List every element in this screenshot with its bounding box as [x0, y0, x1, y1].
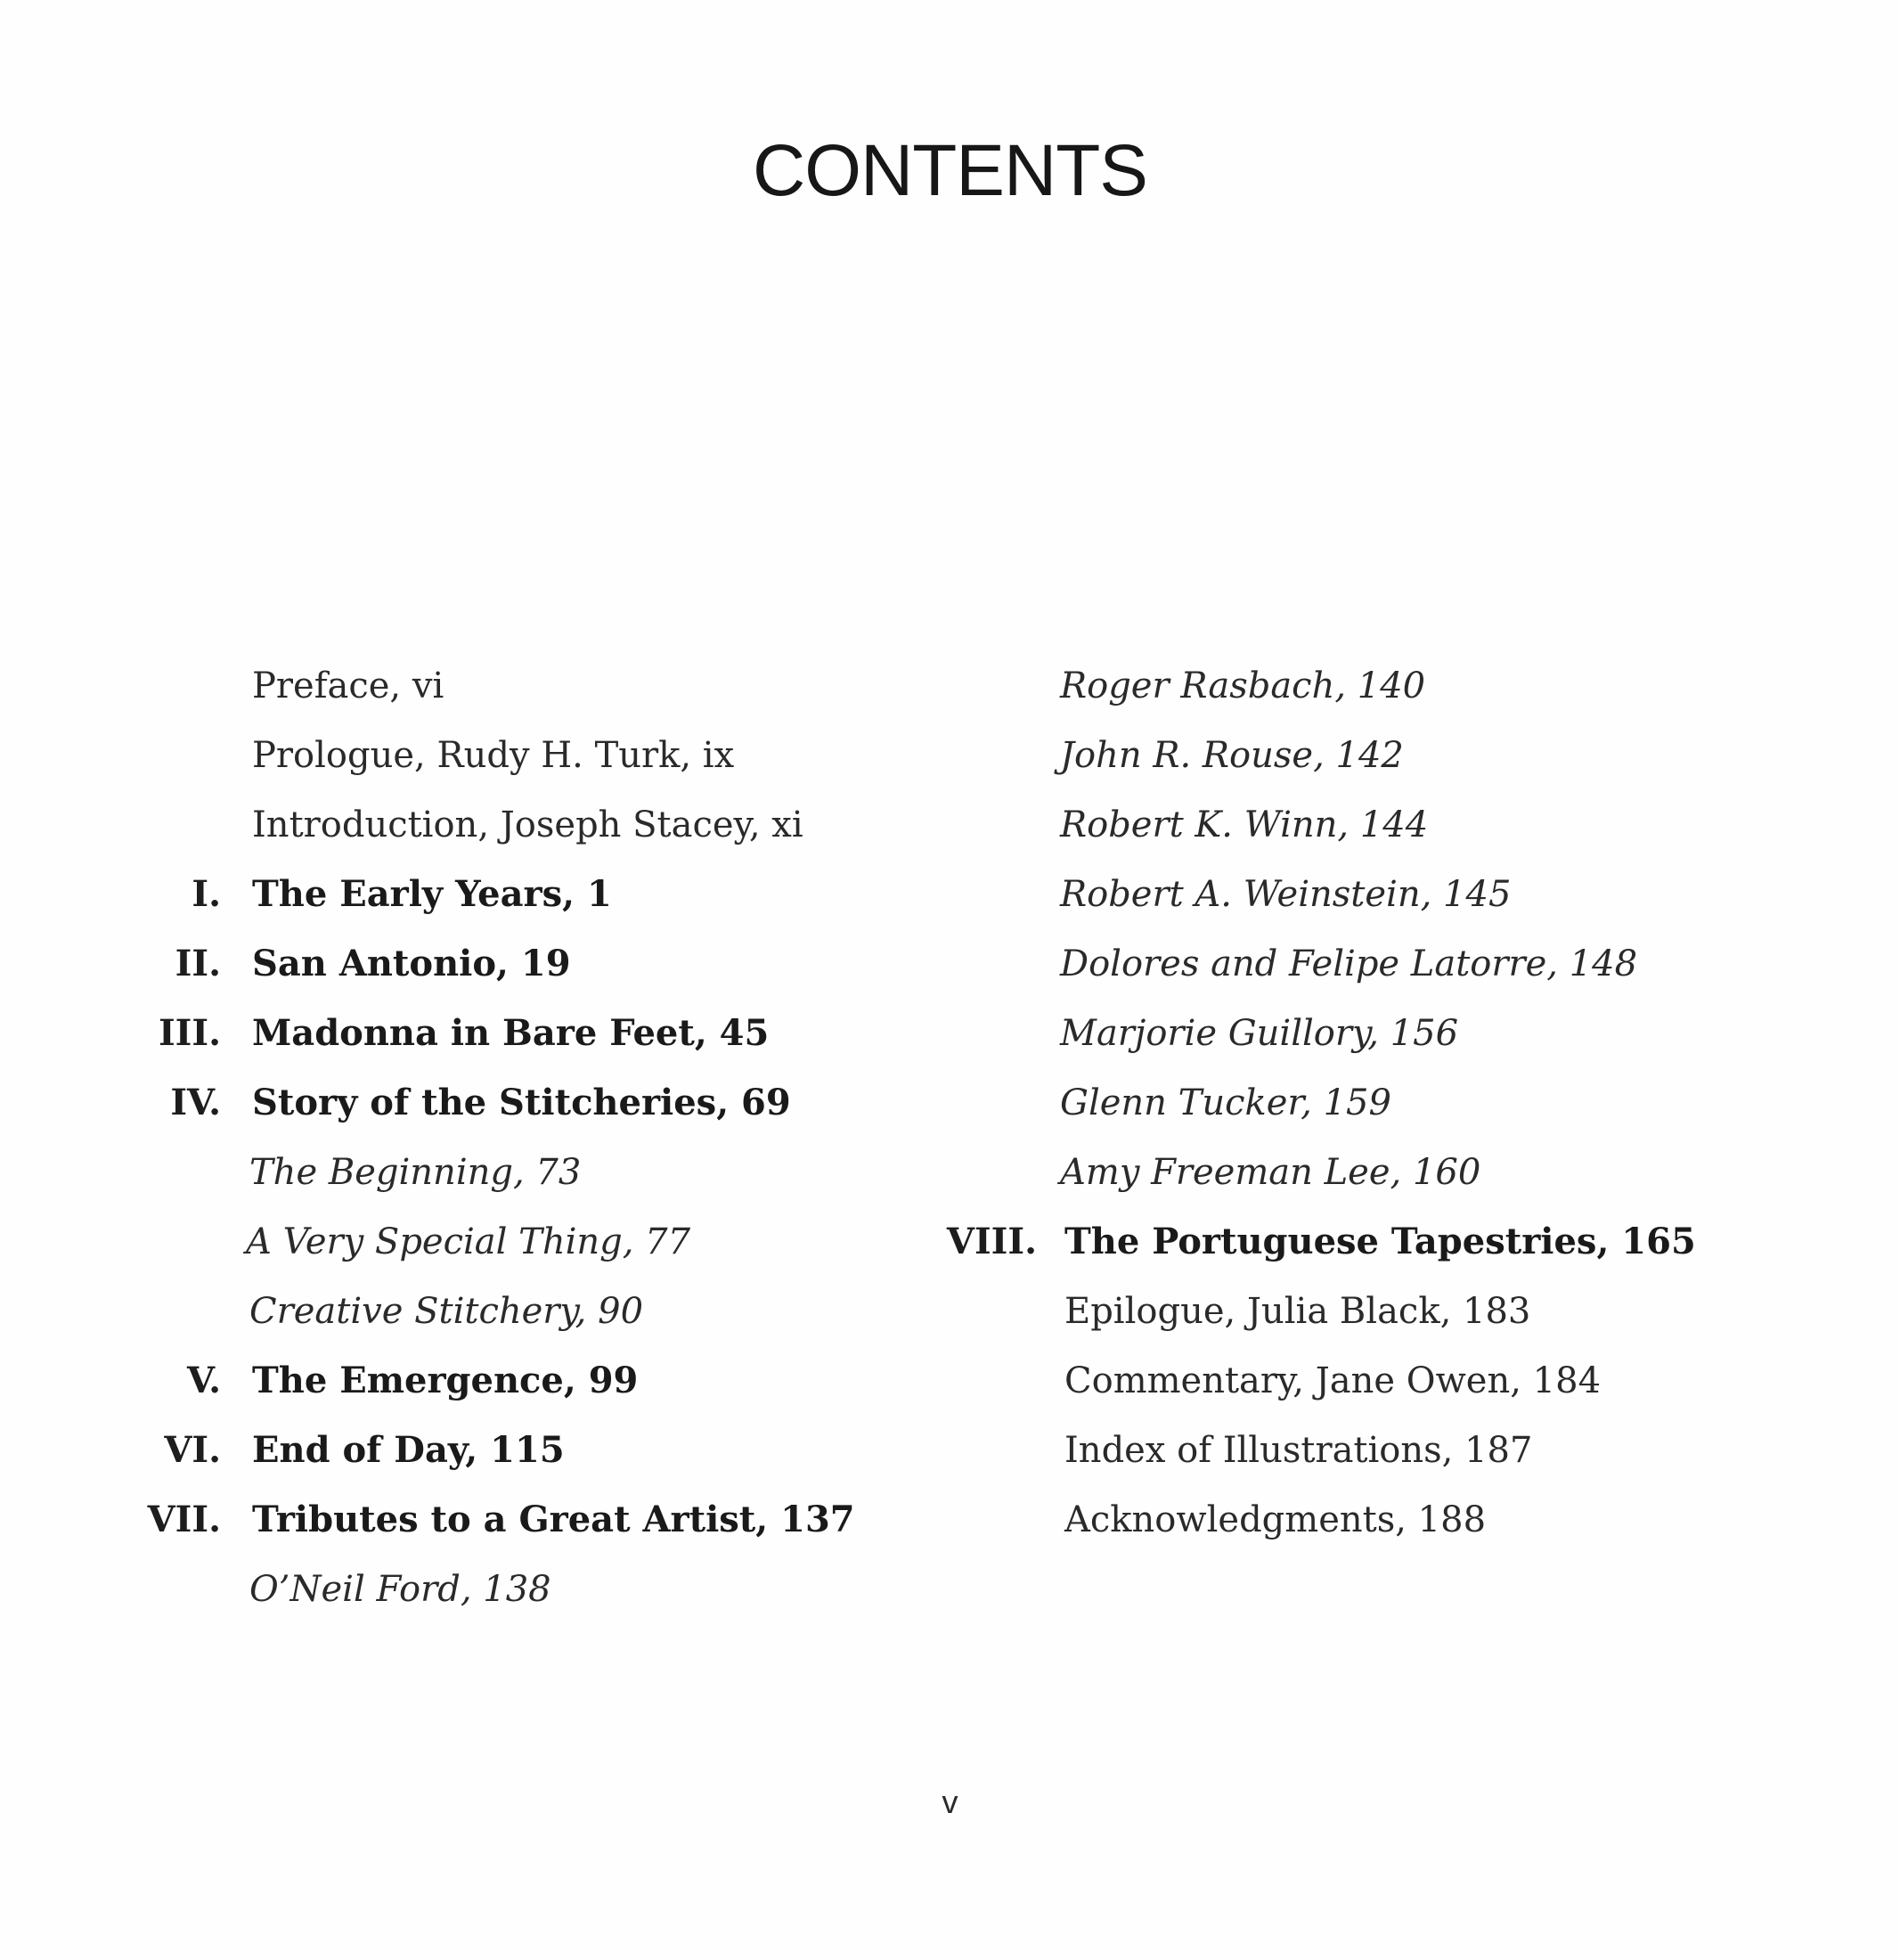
toc-entry-text: The Beginning, 73 — [249, 1152, 582, 1193]
toc-entry[interactable] — [944, 1007, 1835, 1076]
toc-entry[interactable] — [944, 659, 1835, 729]
chapter-numeral: VII. — [147, 1499, 221, 1540]
toc-entry[interactable] — [944, 868, 1835, 937]
toc-entry-text: Roger Rasbach, 140 — [1060, 666, 1426, 706]
toc-entry-text: Robert A. Weinstein, 145 — [1060, 874, 1512, 915]
toc-entry-text: A Very Special Thing, 77 — [246, 1221, 691, 1262]
toc-entry-text: The Emergence, 99 — [252, 1360, 639, 1401]
toc-entry-text: Preface, vi — [252, 666, 444, 706]
page-number: v — [942, 1784, 958, 1820]
toc-entry[interactable] — [944, 1146, 1835, 1215]
toc-entry[interactable] — [125, 1424, 882, 1493]
toc-entry-text: Glenn Tucker, 159 — [1060, 1082, 1391, 1123]
page-title: CONTENTS — [753, 129, 1147, 211]
toc-entry[interactable] — [125, 868, 882, 937]
toc-entry[interactable] — [944, 1285, 1835, 1354]
toc-entry[interactable] — [944, 1215, 1835, 1285]
toc-entry[interactable] — [125, 1146, 882, 1215]
toc-entry[interactable] — [125, 937, 882, 1007]
chapter-numeral: III. — [158, 1012, 221, 1054]
toc-entry[interactable] — [944, 1424, 1835, 1493]
toc-entry-text: The Early Years, 1 — [252, 873, 612, 915]
toc-entry-text: Amy Freeman Lee, 160 — [1060, 1152, 1481, 1193]
chapter-numeral: V. — [187, 1360, 221, 1401]
chapter-numeral: I. — [192, 873, 221, 915]
toc-entry-text: Index of Illustrations, 187 — [1064, 1430, 1533, 1471]
chapter-numeral: II. — [175, 943, 221, 984]
toc-entry[interactable] — [125, 798, 882, 868]
toc-entry[interactable] — [944, 1493, 1835, 1563]
toc-entry[interactable] — [125, 729, 882, 798]
toc-entry[interactable] — [944, 1076, 1835, 1146]
toc-entry-text: Epilogue, Julia Black, 183 — [1064, 1291, 1531, 1332]
chapter-numeral: VIII. — [946, 1221, 1037, 1262]
toc-right-column — [944, 659, 1835, 1563]
toc-entry-text: Creative Stitchery, 90 — [249, 1291, 644, 1332]
toc-entry[interactable] — [125, 1215, 882, 1285]
toc-entry-text: End of Day, 115 — [252, 1429, 565, 1471]
toc-entry[interactable] — [125, 659, 882, 729]
chapter-numeral: IV. — [170, 1082, 221, 1123]
toc-entry[interactable] — [944, 798, 1835, 868]
toc-entry[interactable] — [944, 729, 1835, 798]
toc-entry-text: Madonna in Bare Feet, 45 — [252, 1012, 770, 1054]
toc-entry-text: Acknowledgments, 188 — [1064, 1499, 1487, 1540]
toc-entry-text: Robert K. Winn, 144 — [1060, 804, 1429, 845]
toc-entry-text: Marjorie Guillory, 156 — [1060, 1013, 1459, 1054]
toc-entry-text: Tributes to a Great Artist, 137 — [252, 1499, 855, 1540]
toc-entry[interactable] — [125, 1076, 882, 1146]
toc-entry[interactable] — [944, 1354, 1835, 1424]
chapter-numeral: VI. — [164, 1429, 221, 1471]
toc-entry-text: San Antonio, 19 — [252, 943, 571, 984]
toc-entry[interactable] — [125, 1563, 882, 1632]
toc-entry-text: Prologue, Rudy H. Turk, ix — [252, 735, 735, 776]
toc-entry[interactable] — [125, 1007, 882, 1076]
toc-entry-text: Introduction, Joseph Stacey, xi — [252, 804, 803, 845]
toc-left-column — [125, 659, 882, 1632]
toc-entry-text: John R. Rouse, 142 — [1060, 735, 1404, 776]
toc-entry[interactable] — [125, 1354, 882, 1424]
toc-entry[interactable] — [125, 1493, 882, 1563]
toc-entry-text: Commentary, Jane Owen, 184 — [1064, 1360, 1602, 1401]
toc-entry-text: The Portuguese Tapestries, 165 — [1064, 1221, 1696, 1262]
toc-entry-text: Dolores and Felipe Latorre, 148 — [1060, 943, 1638, 984]
toc-entry[interactable] — [125, 1285, 882, 1354]
toc-entry-text: O’Neil Ford, 138 — [249, 1569, 551, 1610]
toc-entry-text: Story of the Stitcheries, 69 — [252, 1082, 791, 1123]
toc-entry[interactable] — [944, 937, 1835, 1007]
